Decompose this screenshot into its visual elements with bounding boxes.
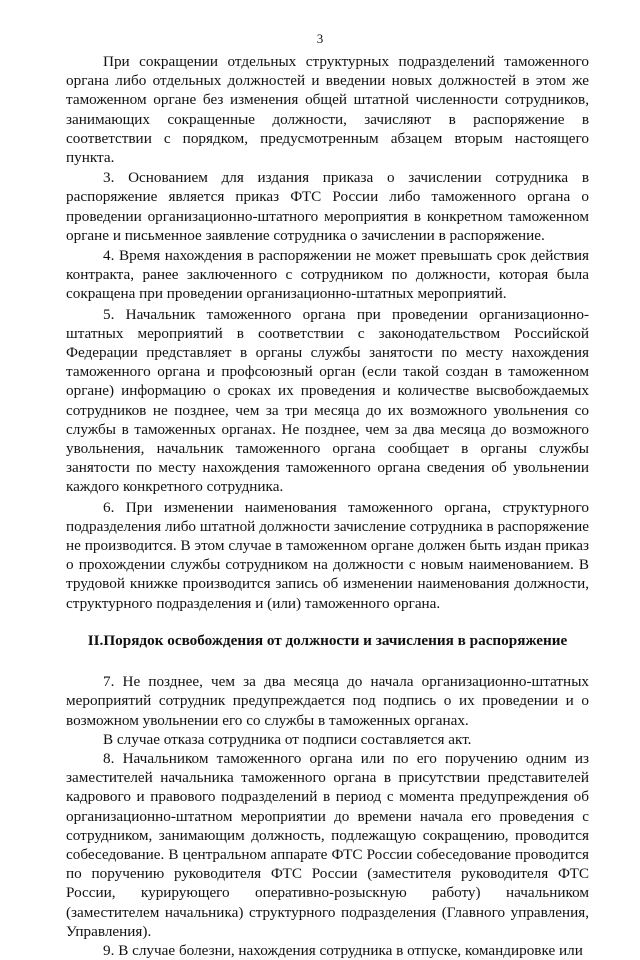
paragraph: При сокращении отдельных структурных подразделений таможенного органа либо отдельных должностей и введении новых должностей в этом же таможенном органе без изменения общей штатной численности сотрудников, занимающих сокращенные должности, зачисляют в распоряжение в соответствии с порядком, предусмотренным абзацем вторым настоящего пункта. xyxy=(66,53,589,167)
paragraph-item-9: 9. В случае болезни, нахождения сотрудника в отпуске, командировке или xyxy=(103,941,583,959)
paragraph-item-4: 4. Время нахождения в распоряжении не может превышать срок действия контракта, ранее заключенного с сотрудником по должности, которая была сокращена при проведении организационно-штатных мероприятий. xyxy=(66,247,589,303)
section-heading: II.Порядок освобождения от должности и зачисления в распоряжение xyxy=(87,631,568,649)
paragraph-item-8: 8. Начальником таможенного органа или по его поручению одним из заместителей начальника таможенного органа в присутствии представителей кадрового и правового подразделений в период с момента предупреждения об организационно-штатном мероприятии до времени начала его проведения с сотрудником, занимающим должность, подлежащую сокращению, проводится собеседование. В центральном аппарате ФТС России собеседование проводится по поручению руководителя ФТС России (заместителя руководителя ФТС России, курирующего оперативно-розыскную работу) начальником (заместителем начальника) структурного подразделения (Главного управления, Управления). xyxy=(66,749,589,940)
paragraph-item-6: 6. При изменении наименования таможенного органа, структурного подразделения либо штатной должности зачисление сотрудника в распоряжение не производится. В этом случае в таможенном органе должен быть издан приказ о прохождении службы сотрудником на должности с новым наименованием. В трудовой книжке производится запись об изменении наименования должности, структурного подразделения и (или) таможенного органа. xyxy=(66,498,589,612)
paragraph-item-3: 3. Основанием для издания приказа о зачислении сотрудника в распоряжение является приказ ФТС России либо таможенного органа о проведении организационно-штатного мероприятия в конкретном таможенном органе и письменное заявление сотрудника о зачислении в распоряжение. xyxy=(66,169,589,244)
document-body xyxy=(66,52,589,960)
page-number: 3 xyxy=(316,31,324,46)
paragraph-item-5: 5. Начальник таможенного органа при проведении организационно-штатных мероприятий в соответствии с законодательством Российской Федерации представляет в органы службы занятости по месту нахождения таможенного органа и профсоюзный орган (если такой создан в таможенном органе) информацию о сроках их проведения и количестве высвобождаемых сотрудников не позднее, чем за три месяца до их возможного увольнения со службы в таможенных органах. Не позднее, чем за два месяца до возможного увольнения, начальник таможенного органа сообщает в органы службы занятости по месту нахождения таможенного органа сведения об увольнении каждого конкретного сотрудника. xyxy=(66,305,589,496)
paragraph-refusal-act: В случае отказа сотрудника от подписи составляется акт. xyxy=(103,730,472,748)
paragraph-item-7: 7. Не позднее, чем за два месяца до начала организационно-штатных мероприятий сотрудник предупреждается под подпись о их проведении и о возможном увольнении его со службы в таможенных органах. xyxy=(66,673,589,729)
